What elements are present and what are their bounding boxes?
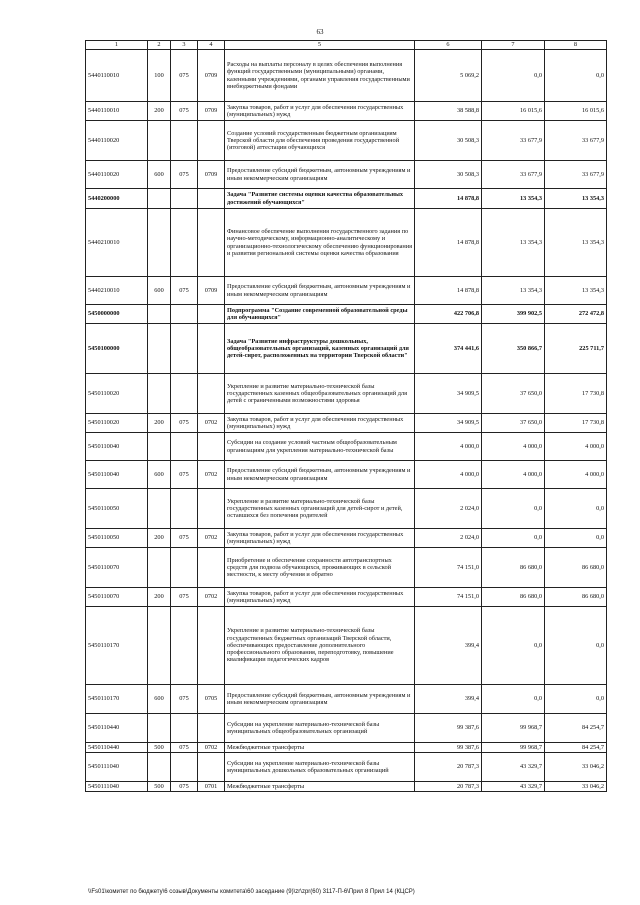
- amount-year3-cell: 4 000,0: [545, 461, 607, 489]
- column-header: 8: [545, 41, 607, 50]
- page-number: 63: [316, 28, 324, 36]
- department-cell: 075: [171, 50, 198, 102]
- section-cell: 0709: [198, 277, 225, 305]
- department-cell: 075: [171, 685, 198, 714]
- section-cell: 0702: [198, 588, 225, 607]
- amount-year2-cell: 43 329,7: [482, 782, 545, 792]
- section-cell: [198, 209, 225, 277]
- amount-year3-cell: 84 254,7: [545, 714, 607, 743]
- description-cell: Субсидии на создание условий частным общеобразовательным организациям для укрепления материально-технической базы: [225, 433, 415, 461]
- amount-year1-cell: 4 000,0: [415, 461, 482, 489]
- amount-year3-cell: 33 046,2: [545, 782, 607, 792]
- budget-code-cell: 5450110050: [86, 489, 148, 529]
- description-cell: Приобретение и обеспечение сохранности автотранспортных средств для подвоза обучающихся, проживающих в сельской местности, к месту обучения и обратно: [225, 548, 415, 588]
- department-cell: [171, 374, 198, 414]
- amount-year3-cell: 33 677,9: [545, 161, 607, 189]
- column-header: 6: [415, 41, 482, 50]
- amount-year1-cell: 4 000,0: [415, 433, 482, 461]
- budget-code-cell: 5450110040: [86, 433, 148, 461]
- section-cell: [198, 607, 225, 685]
- budget-code-cell: 5450110170: [86, 607, 148, 685]
- description-cell: Укрепление и развитие материально-технической базы государственных бюджетных организаций Тверской области, обеспечивающих предоставление дополнительного профессионального образования, переподготовку, повышение квалификации педагогических кадров: [225, 607, 415, 685]
- section-cell: 0705: [198, 685, 225, 714]
- expense-type-cell: [148, 433, 171, 461]
- amount-year3-cell: 0,0: [545, 529, 607, 548]
- section-cell: 0702: [198, 414, 225, 433]
- table-row: [86, 529, 607, 548]
- amount-year2-cell: 13 354,3: [482, 277, 545, 305]
- amount-year2-cell: 350 866,7: [482, 324, 545, 374]
- amount-year2-cell: 86 680,0: [482, 588, 545, 607]
- column-header: 4: [198, 41, 225, 50]
- amount-year3-cell: 0,0: [545, 685, 607, 714]
- amount-year2-cell: 0,0: [482, 529, 545, 548]
- amount-year2-cell: 99 968,7: [482, 714, 545, 743]
- table-row: [86, 121, 607, 161]
- amount-year2-cell: 33 677,9: [482, 161, 545, 189]
- budget-code-cell: 5450110020: [86, 374, 148, 414]
- amount-year2-cell: 4 000,0: [482, 461, 545, 489]
- section-cell: 0709: [198, 102, 225, 121]
- description-cell: Укрепление и развитие материально-технической базы государственных казенных общеобразовательных организаций для детей с ограниченными возможностями здоровья: [225, 374, 415, 414]
- table-row: [86, 305, 607, 324]
- amount-year1-cell: 5 069,2: [415, 50, 482, 102]
- table-row: [86, 588, 607, 607]
- expense-type-cell: 200: [148, 102, 171, 121]
- section-cell: [198, 714, 225, 743]
- section-cell: [198, 753, 225, 782]
- table-row: [86, 607, 607, 685]
- amount-year1-cell: 30 508,3: [415, 121, 482, 161]
- table-row: [86, 782, 607, 792]
- description-cell: Межбюджетные трансферты: [225, 743, 415, 753]
- section-cell: 0702: [198, 743, 225, 753]
- expense-type-cell: [148, 209, 171, 277]
- department-cell: [171, 714, 198, 743]
- budget-code-cell: 5440210010: [86, 209, 148, 277]
- table-row: [86, 324, 607, 374]
- expense-type-cell: 200: [148, 529, 171, 548]
- file-path-footer: \\Fs01\комитет по бюджету\6 созыв\Документы комитета\60 заседание (9)\zr\zpr(60) 3117-П-6\Прил 8 Прил 14 (КЦСР): [88, 889, 415, 895]
- table-row: [86, 433, 607, 461]
- amount-year3-cell: 17 730,8: [545, 414, 607, 433]
- section-cell: [198, 189, 225, 209]
- department-cell: 075: [171, 461, 198, 489]
- amount-year1-cell: 99 387,6: [415, 714, 482, 743]
- department-cell: [171, 324, 198, 374]
- amount-year2-cell: 0,0: [482, 685, 545, 714]
- amount-year3-cell: 16 015,6: [545, 102, 607, 121]
- expense-type-cell: 200: [148, 588, 171, 607]
- amount-year1-cell: 2 024,0: [415, 529, 482, 548]
- amount-year3-cell: 0,0: [545, 607, 607, 685]
- budget-code-cell: 5440110010: [86, 50, 148, 102]
- section-cell: [198, 548, 225, 588]
- description-cell: Укрепление и развитие материально-технической базы государственных казенных организаций для детей-сирот и детей, оставшихся без попечения родителей: [225, 489, 415, 529]
- amount-year1-cell: 374 441,6: [415, 324, 482, 374]
- section-cell: [198, 121, 225, 161]
- department-cell: [171, 753, 198, 782]
- description-cell: Задача "Развитие системы оценки качества образовательных достижений обучающихся": [225, 189, 415, 209]
- description-cell: Предоставление субсидий бюджетным, автономным учреждениям и иным некоммерческим организациям: [225, 461, 415, 489]
- column-header-row: [86, 41, 607, 50]
- description-cell: Закупка товаров, работ и услуг для обеспечения государственных (муниципальных) нужд: [225, 102, 415, 121]
- column-header: 7: [482, 41, 545, 50]
- department-cell: [171, 607, 198, 685]
- amount-year1-cell: 74 151,0: [415, 548, 482, 588]
- budget-code-cell: 5450100000: [86, 324, 148, 374]
- amount-year2-cell: 13 354,3: [482, 209, 545, 277]
- section-cell: 0709: [198, 50, 225, 102]
- section-cell: [198, 433, 225, 461]
- description-cell: Субсидии на укрепление материально-технической базы муниципальных общеобразовательных организаций: [225, 714, 415, 743]
- section-cell: [198, 305, 225, 324]
- amount-year1-cell: 38 588,8: [415, 102, 482, 121]
- amount-year1-cell: 34 909,5: [415, 374, 482, 414]
- expense-type-cell: 500: [148, 782, 171, 792]
- budget-table: [85, 40, 607, 792]
- column-header: 3: [171, 41, 198, 50]
- amount-year2-cell: 86 680,0: [482, 548, 545, 588]
- amount-year2-cell: 0,0: [482, 607, 545, 685]
- expense-type-cell: 500: [148, 743, 171, 753]
- budget-code-cell: 5450111040: [86, 753, 148, 782]
- section-cell: [198, 374, 225, 414]
- description-cell: Межбюджетные трансферты: [225, 782, 415, 792]
- amount-year2-cell: 33 677,9: [482, 121, 545, 161]
- section-cell: 0701: [198, 782, 225, 792]
- department-cell: 075: [171, 414, 198, 433]
- amount-year3-cell: 272 472,8: [545, 305, 607, 324]
- description-cell: Расходы на выплаты персоналу в целях обеспечения выполнения функций государственными (муниципальными) органами, казенными учреждениями, органами управления государственными внебюджетными фондами: [225, 50, 415, 102]
- expense-type-cell: 600: [148, 461, 171, 489]
- amount-year2-cell: 399 902,5: [482, 305, 545, 324]
- description-cell: Предоставление субсидий бюджетным, автономным учреждениям и иным некоммерческим организациям: [225, 685, 415, 714]
- amount-year3-cell: 86 680,0: [545, 548, 607, 588]
- section-cell: [198, 324, 225, 374]
- amount-year1-cell: 399,4: [415, 607, 482, 685]
- section-cell: 0702: [198, 529, 225, 548]
- table-row: [86, 209, 607, 277]
- budget-code-cell: 5450000000: [86, 305, 148, 324]
- expense-type-cell: 600: [148, 161, 171, 189]
- amount-year1-cell: 14 878,8: [415, 189, 482, 209]
- expense-type-cell: [148, 324, 171, 374]
- table-row: [86, 548, 607, 588]
- expense-type-cell: 100: [148, 50, 171, 102]
- amount-year3-cell: 225 711,7: [545, 324, 607, 374]
- expense-type-cell: [148, 607, 171, 685]
- amount-year3-cell: 0,0: [545, 50, 607, 102]
- description-cell: Создание условий государственным бюджетным организациям Тверской области для обеспечения проведения государственной (итоговой) аттестации обучающихся: [225, 121, 415, 161]
- expense-type-cell: [148, 189, 171, 209]
- expense-type-cell: [148, 121, 171, 161]
- description-cell: Закупка товаров, работ и услуг для обеспечения государственных (муниципальных) нужд: [225, 588, 415, 607]
- expense-type-cell: [148, 374, 171, 414]
- amount-year3-cell: 4 000,0: [545, 433, 607, 461]
- amount-year3-cell: 86 680,0: [545, 588, 607, 607]
- amount-year2-cell: 0,0: [482, 50, 545, 102]
- department-cell: [171, 121, 198, 161]
- expense-type-cell: 600: [148, 685, 171, 714]
- budget-code-cell: 5440110010: [86, 102, 148, 121]
- table-row: [86, 189, 607, 209]
- description-cell: Финансовое обеспечение выполнения государственного задания по научно-методическому, информационно-аналитическому и организационно-технологическому обеспечению функционирования и развития региональной системы оценки качества образования: [225, 209, 415, 277]
- amount-year3-cell: 13 354,3: [545, 189, 607, 209]
- table-row: [86, 461, 607, 489]
- table-row: [86, 685, 607, 714]
- expense-type-cell: [148, 753, 171, 782]
- amount-year2-cell: 43 329,7: [482, 753, 545, 782]
- department-cell: [171, 305, 198, 324]
- table-row: [86, 277, 607, 305]
- description-cell: Задача "Развитие инфраструктуры дошкольных, общеобразовательных организаций, казенных организаций для детей-сирот, расположенных на территории Тверской области": [225, 324, 415, 374]
- expense-type-cell: [148, 714, 171, 743]
- department-cell: 075: [171, 588, 198, 607]
- amount-year3-cell: 84 254,7: [545, 743, 607, 753]
- table-row: [86, 50, 607, 102]
- description-cell: Закупка товаров, работ и услуг для обеспечения государственных (муниципальных) нужд: [225, 414, 415, 433]
- budget-code-cell: 5450110070: [86, 588, 148, 607]
- expense-type-cell: [148, 548, 171, 588]
- budget-code-cell: 5450110040: [86, 461, 148, 489]
- amount-year2-cell: 4 000,0: [482, 433, 545, 461]
- department-cell: 075: [171, 102, 198, 121]
- budget-code-cell: 5440210010: [86, 277, 148, 305]
- amount-year1-cell: 34 909,5: [415, 414, 482, 433]
- budget-code-cell: 5440110020: [86, 161, 148, 189]
- amount-year3-cell: 17 730,8: [545, 374, 607, 414]
- department-cell: 075: [171, 161, 198, 189]
- column-header: 2: [148, 41, 171, 50]
- amount-year1-cell: 399,4: [415, 685, 482, 714]
- department-cell: 075: [171, 743, 198, 753]
- budget-code-cell: 5450110440: [86, 743, 148, 753]
- budget-code-cell: 5440200000: [86, 189, 148, 209]
- amount-year2-cell: 0,0: [482, 489, 545, 529]
- department-cell: [171, 209, 198, 277]
- amount-year2-cell: 13 354,3: [482, 189, 545, 209]
- budget-code-cell: 5450110440: [86, 714, 148, 743]
- table-row: [86, 714, 607, 743]
- department-cell: 075: [171, 529, 198, 548]
- description-cell: Предоставление субсидий бюджетным, автономным учреждениям и иным некоммерческим организациям: [225, 277, 415, 305]
- column-header: 1: [86, 41, 148, 50]
- amount-year2-cell: 16 015,6: [482, 102, 545, 121]
- budget-code-cell: 5450111040: [86, 782, 148, 792]
- budget-code-cell: 5450110170: [86, 685, 148, 714]
- amount-year3-cell: 0,0: [545, 489, 607, 529]
- amount-year3-cell: 13 354,3: [545, 277, 607, 305]
- section-cell: 0702: [198, 461, 225, 489]
- amount-year1-cell: 14 878,8: [415, 209, 482, 277]
- amount-year1-cell: 2 024,0: [415, 489, 482, 529]
- amount-year1-cell: 20 787,3: [415, 782, 482, 792]
- table-row: [86, 489, 607, 529]
- description-cell: Предоставление субсидий бюджетным, автономным учреждениям и иным некоммерческим организациям: [225, 161, 415, 189]
- table-row: [86, 374, 607, 414]
- section-cell: [198, 489, 225, 529]
- expense-type-cell: [148, 489, 171, 529]
- table-row: [86, 161, 607, 189]
- amount-year2-cell: 37 650,0: [482, 374, 545, 414]
- department-cell: 075: [171, 277, 198, 305]
- budget-code-cell: 5450110020: [86, 414, 148, 433]
- expense-type-cell: 200: [148, 414, 171, 433]
- table-row: [86, 414, 607, 433]
- amount-year2-cell: 37 650,0: [482, 414, 545, 433]
- budget-code-cell: 5450110070: [86, 548, 148, 588]
- amount-year3-cell: 33 046,2: [545, 753, 607, 782]
- expense-type-cell: 600: [148, 277, 171, 305]
- description-cell: Закупка товаров, работ и услуг для обеспечения государственных (муниципальных) нужд: [225, 529, 415, 548]
- amount-year1-cell: 30 508,3: [415, 161, 482, 189]
- amount-year1-cell: 20 787,3: [415, 753, 482, 782]
- description-cell: Подпрограмма "Создание современной образовательной среды для обучающихся": [225, 305, 415, 324]
- amount-year1-cell: 14 878,8: [415, 277, 482, 305]
- budget-code-cell: 5450110050: [86, 529, 148, 548]
- table-row: [86, 102, 607, 121]
- amount-year1-cell: 422 706,8: [415, 305, 482, 324]
- amount-year1-cell: 74 151,0: [415, 588, 482, 607]
- section-cell: 0709: [198, 161, 225, 189]
- table-row: [86, 753, 607, 782]
- amount-year3-cell: 33 677,9: [545, 121, 607, 161]
- department-cell: [171, 433, 198, 461]
- department-cell: [171, 489, 198, 529]
- department-cell: [171, 189, 198, 209]
- department-cell: [171, 548, 198, 588]
- column-header: 5: [225, 41, 415, 50]
- amount-year3-cell: 13 354,3: [545, 209, 607, 277]
- description-cell: Субсидии на укрепление материально-технической базы муниципальных дошкольных образовательных организаций: [225, 753, 415, 782]
- expense-type-cell: [148, 305, 171, 324]
- table-row: [86, 743, 607, 753]
- budget-code-cell: 5440110020: [86, 121, 148, 161]
- amount-year2-cell: 99 968,7: [482, 743, 545, 753]
- amount-year1-cell: 99 387,6: [415, 743, 482, 753]
- department-cell: 075: [171, 782, 198, 792]
